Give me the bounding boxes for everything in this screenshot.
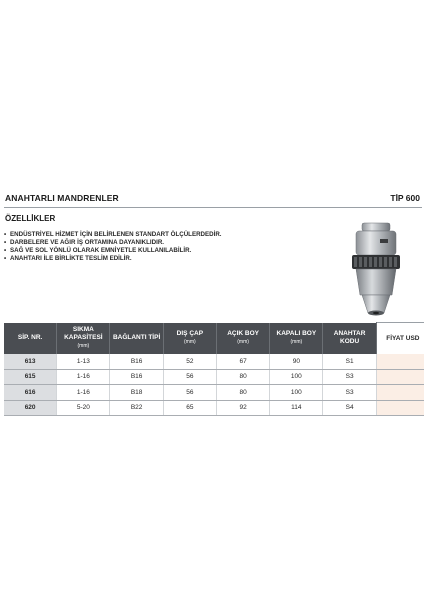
outer-diameter: 56 [163, 369, 216, 385]
table-header-row [4, 323, 424, 355]
price-cell [376, 385, 424, 401]
bullet-icon: • [4, 231, 7, 238]
clamping-capacity: 5-20 [57, 400, 110, 416]
type-label: TİP 600 [390, 193, 420, 203]
page-title: ANAHTARLI MANDRENLER [5, 193, 119, 203]
table-row [4, 400, 424, 416]
column-header: ANAHTAR KODU [323, 323, 376, 355]
feature-item: • DARBELERE VE AĞIR İŞ ORTAMINA DAYANIKLIDIR. [4, 239, 165, 246]
outer-diameter: 52 [163, 354, 216, 369]
feature-item: • SAĞ VE SOL YÖNLÜ OLARAK EMNİYETLE KULLANILABİLİR. [4, 247, 192, 254]
closed-length: 90 [270, 354, 323, 369]
header-divider [4, 207, 422, 208]
chuck-sleeve [356, 269, 396, 295]
column-header: BAĞLANTI TİPİ [110, 323, 163, 355]
clamping-capacity: 1-13 [57, 354, 110, 369]
clamping-capacity: 1-16 [57, 385, 110, 401]
connection-type: B18 [110, 385, 163, 401]
price-column-header: FİYAT USD [376, 323, 424, 355]
price-cell [376, 354, 424, 369]
closed-length: 100 [270, 385, 323, 401]
closed-length: 100 [270, 369, 323, 385]
price-cell [376, 369, 424, 385]
open-length: 92 [216, 400, 269, 416]
key-code: S3 [323, 385, 376, 401]
open-length: 80 [216, 369, 269, 385]
table-row [4, 385, 424, 401]
bullet-icon: • [4, 255, 7, 262]
order-number: 620 [4, 400, 57, 416]
clamping-capacity: 1-16 [57, 369, 110, 385]
feature-item: • ANAHTARI İLE BİRLİKTE TESLİM EDİLİR. [4, 255, 132, 262]
outer-diameter: 56 [163, 385, 216, 401]
drill-chuck-image [344, 221, 408, 321]
bullet-icon: • [4, 239, 7, 246]
page-header [0, 189, 424, 207]
order-number: 616 [4, 385, 57, 401]
order-number: 615 [4, 369, 57, 385]
open-length: 67 [216, 354, 269, 369]
connection-type: B22 [110, 400, 163, 416]
specifications-table [4, 322, 424, 416]
order-number: 613 [4, 354, 57, 369]
column-header: SIKMA KAPASİTESİ (mm) [57, 323, 110, 355]
features-list [4, 231, 222, 263]
price-cell [376, 400, 424, 416]
column-header: DIŞ ÇAP (mm) [163, 323, 216, 355]
chuck-body [356, 231, 396, 255]
open-length: 80 [216, 385, 269, 401]
table-row [4, 354, 424, 369]
outer-diameter: 65 [163, 400, 216, 416]
features-title: ÖZELLİKLER [5, 214, 56, 223]
connection-type: B16 [110, 354, 163, 369]
key-code: S1 [323, 354, 376, 369]
column-header: SİP. NR. [4, 323, 57, 355]
chuck-nose [362, 295, 390, 313]
table-row [4, 369, 424, 385]
chuck-shank [362, 223, 390, 231]
feature-item: • ENDÜSTRİYEL HİZMET İÇİN BELİRLENEN STANDART ÖLÇÜLERDEDİR. [4, 231, 222, 238]
key-code: S4 [323, 400, 376, 416]
connection-type: B16 [110, 369, 163, 385]
column-header: KAPALI BOY (mm) [270, 323, 323, 355]
bullet-icon: • [4, 247, 7, 254]
column-header: AÇIK BOY (mm) [216, 323, 269, 355]
key-code: S3 [323, 369, 376, 385]
closed-length: 114 [270, 400, 323, 416]
